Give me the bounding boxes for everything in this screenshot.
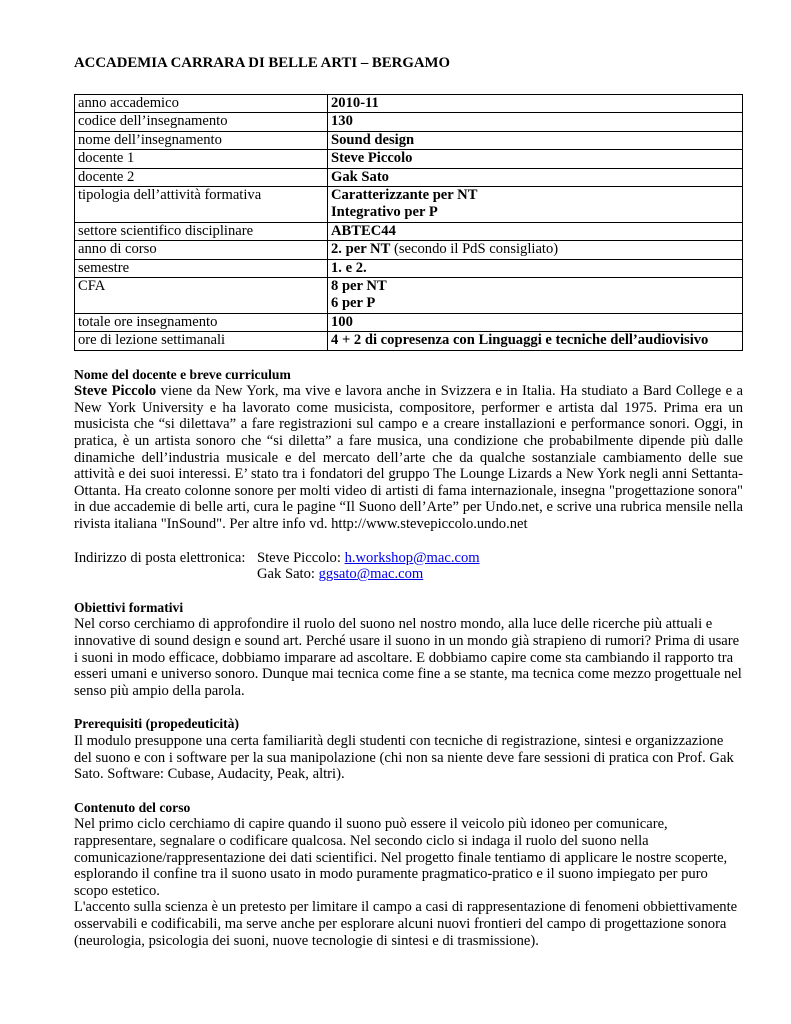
row-key: settore scientifico disciplinare: [75, 222, 328, 240]
contenuto-text-2: L'accento sulla scienza è un pretesto per limitare il campo a casi di rappresentazione di fenomeni obbiettivamente osservabili e codificabili, ma serve anche per esplorare alcuni nuovi frontieri del campo di progettazione sonora (neurologia, psicologia dei suoni, nuove tecnologie di sintesi e di trasmissione).: [74, 899, 738, 949]
row-value-line: Caratterizzante per NT: [331, 187, 478, 204]
contacts-list: [257, 550, 480, 583]
row-key: semestre: [75, 259, 328, 277]
row-value: Steve Piccolo: [328, 150, 743, 168]
docente-name: Steve Piccolo: [74, 383, 157, 400]
contenuto-text-1: Nel primo ciclo cerchiamo di capire quando il suono può essere il veicolo più idoneo per comunicare, rappresentare, segnalare o codificare qualcosa. Nel secondo ciclo si indaga il ruolo del suono nella comunicazione/rappresentazione dei dati scientifici. Nel progetto finale tentiamo di applicare le nostre scoperte, esplorando il confine tra il suono usato in modo puramente pragmatico-pratico e il suono impiegato per puro scopo estetico.: [74, 816, 728, 899]
row-key: anno di corso: [75, 241, 328, 259]
contact-entry: [257, 550, 480, 567]
email-link-sato[interactable]: ggsato@mac.com: [318, 566, 424, 583]
curriculum-text: [74, 383, 743, 532]
table-row: [75, 150, 743, 168]
curriculum-body: viene da New York, ma vive e lavora anche in Svizzera e in Italia. Ha studiato a Bard College e a New York University e ha lavorato come musicista, compositore, performer e artista dal 1975. Prima era un musicista che “si dilettava” a fare registrazioni sul campo e a creare installazioni e performance sonori. Oggi, in pratica, è un artista sonoro che “si diletta” a fare musica, una condizione che probabilmente dipende più dalle dinamiche dell’industria musicale e del mercato dell’arte che da qualche sostanziale cambiamento delle sue attività e dei suoi interessi. E’ stato tra i fondatori del gruppo The Lounge Lizards a New York negli anni Settanta-Ottanta. Ha creato colonne sonore per molti video di artisti di fama internazionale, insegna "progettazione sonora" in due accademie di belle arti, cura le pagine “Il Suono dell’Arte” per Undo.net, e scrive una rubrica mensile nella rivista italiana "InSound". Per altre info vd. http://www.stevepiccolo.undo.net: [74, 383, 744, 533]
row-value: [328, 241, 743, 259]
table-row: [75, 222, 743, 240]
contact-name: Gak Sato:: [257, 566, 319, 583]
prerequisiti-text: Il modulo presuppone una certa familiarità degli studenti con tecniche di registrazione, sintesi e organizzazione del suono e con i software per la sua manipolazione (chi non sa niente deve fare sessioni di pratica con Prof. Gak Sato. Software: Cubase, Audacity, Peak, altri).: [74, 732, 734, 783]
contacts-label: Indirizzo di posta elettronica:: [74, 549, 246, 566]
row-value-line: 6 per P: [331, 295, 376, 312]
row-value-line: 8 per NT: [331, 278, 387, 295]
row-key: ore di lezione settimanali: [75, 332, 328, 350]
row-value-line: Integrativo per P: [331, 204, 438, 221]
section-heading: Obiettivi formativi: [74, 599, 184, 615]
section-heading: Contenuto del corso: [74, 799, 191, 815]
row-value: ABTEC44: [328, 222, 743, 240]
table-row: [75, 313, 743, 331]
row-key: nome dell’insegnamento: [75, 131, 328, 149]
table-row: [75, 168, 743, 186]
row-key: docente 1: [75, 150, 328, 168]
course-info-table: [74, 94, 743, 351]
row-key: docente 2: [75, 168, 328, 186]
row-value: 100: [328, 313, 743, 331]
obiettivi-text: Nel corso cerchiamo di approfondire il ruolo del suono nel nostro mondo, alla luce delle ricerche più attuali e innovative di sound design e sound art. Perché usare il suono in un mondo già strapieno di rumori? Prima di usare i suoni in modo efficace, dobbiamo imparare ad ascoltare. E dobbiamo capire come sta cambiando il rapporto tra esseri umani e universo sonoro. Dunque mai tecnica come fine a se stante, ma tecnica come mezzo progettuale nel senso più ampio della parola.: [74, 616, 742, 699]
table-row: [75, 259, 743, 277]
row-key: CFA: [75, 278, 328, 314]
table-row: [75, 241, 743, 259]
row-value: Gak Sato: [328, 168, 743, 186]
row-key: tipologia dell’attività formativa: [75, 187, 328, 223]
contenuto-section: [74, 800, 743, 949]
table-row: [75, 95, 743, 113]
table-row: [75, 332, 743, 350]
row-value-bold: 2. per NT: [331, 241, 391, 258]
document-title: ACCADEMIA CARRARA DI BELLE ARTI – BERGAMO: [74, 55, 451, 71]
section-heading: Prerequisiti (propedeuticità): [74, 716, 239, 732]
table-row: [75, 113, 743, 131]
row-value: [328, 278, 743, 314]
prerequisiti-section: [74, 716, 743, 782]
contact-entry: [257, 566, 480, 583]
contact-name: Steve Piccolo:: [257, 549, 345, 566]
email-link-piccolo[interactable]: h.workshop@mac.com: [344, 549, 480, 566]
row-key: totale ore insegnamento: [75, 313, 328, 331]
row-value: 2010-11: [328, 95, 743, 113]
table-row: [75, 278, 743, 314]
row-value: 4 + 2 di copresenza con Linguaggi e tecniche dell’audiovisivo: [328, 332, 743, 350]
table-row: [75, 131, 743, 149]
obiettivi-section: [74, 600, 743, 700]
row-value: 1. e 2.: [328, 259, 743, 277]
row-value: Sound design: [328, 131, 743, 149]
row-value: [328, 187, 743, 223]
row-value-note: (secondo il PdS consigliato): [390, 241, 559, 258]
table-row: [75, 187, 743, 223]
section-heading: Nome del docente e breve curriculum: [74, 366, 291, 382]
row-key: anno accademico: [75, 95, 328, 113]
contacts-block: [74, 550, 743, 583]
row-key: codice dell’insegnamento: [75, 113, 328, 131]
docente-section: [74, 367, 743, 533]
row-value: 130: [328, 113, 743, 131]
